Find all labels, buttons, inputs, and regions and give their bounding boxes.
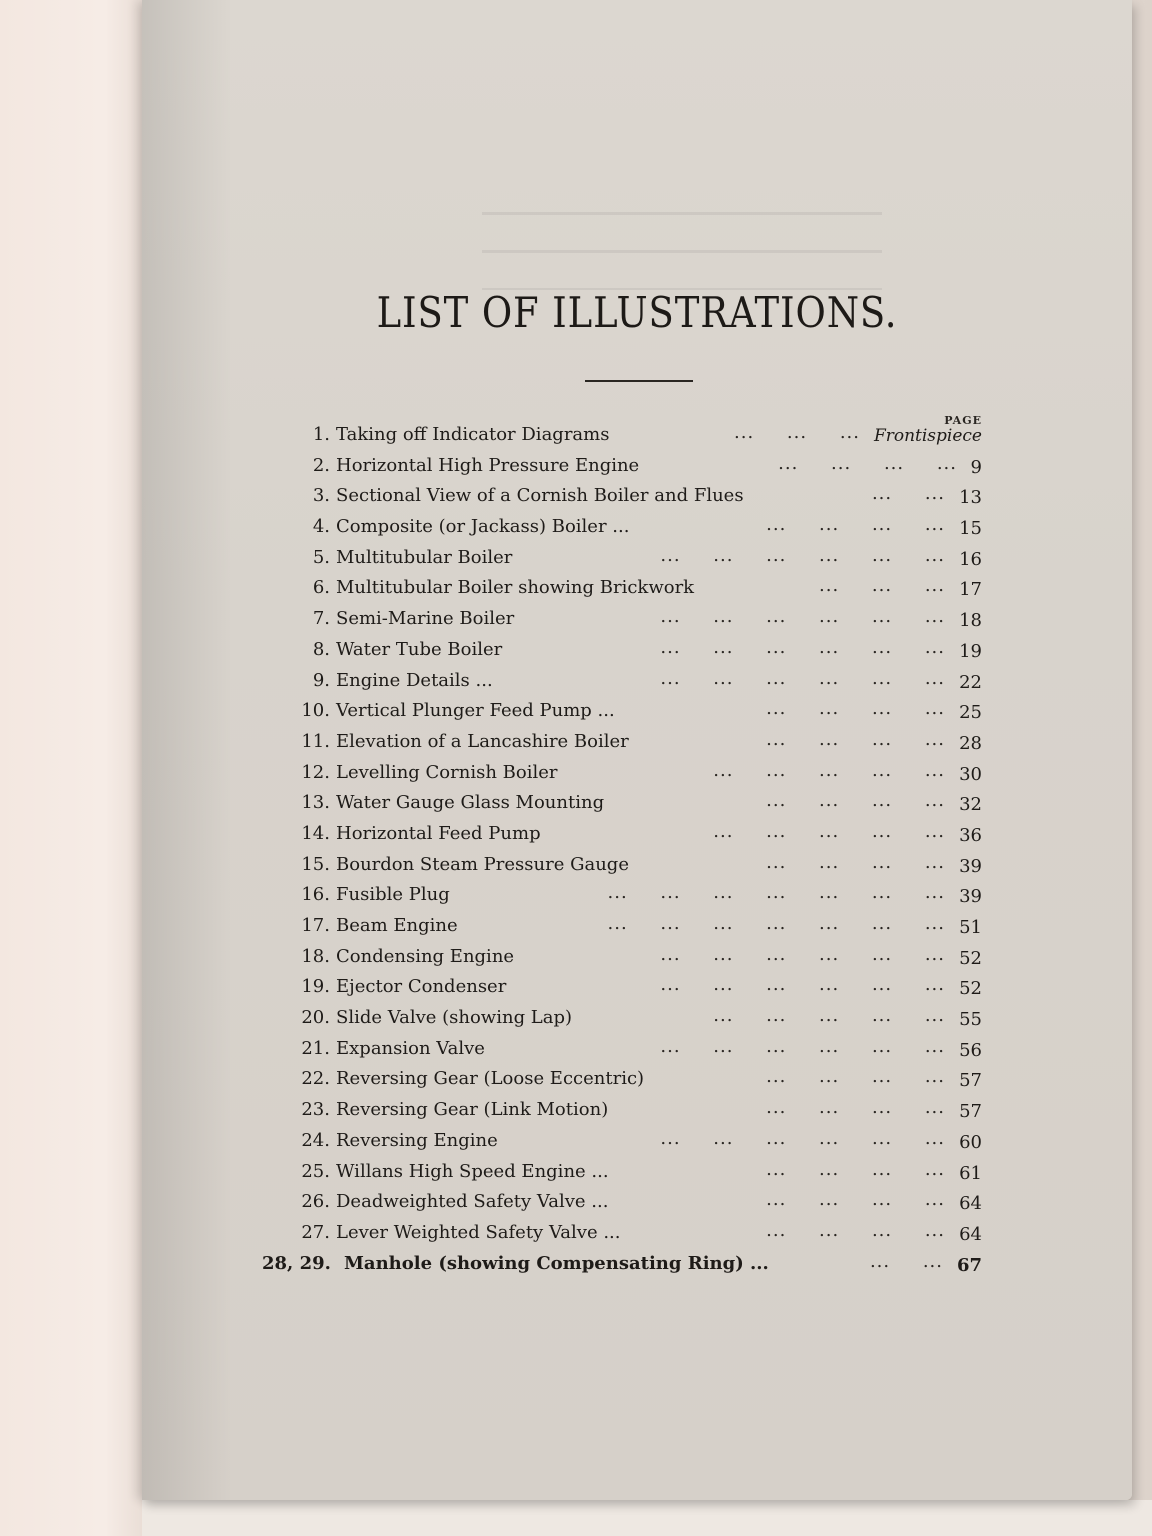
leader-dots: ... ... ... xyxy=(734,422,860,443)
item-title: Multitubular Boiler showing Brickwork xyxy=(336,577,695,599)
list-item xyxy=(282,451,982,482)
item-title: Water Gauge Glass Mounting xyxy=(336,792,605,814)
item-page: 61 xyxy=(959,1162,982,1184)
list-item xyxy=(282,420,982,451)
item-page: 55 xyxy=(959,1009,982,1031)
item-title: Expansion Valve xyxy=(336,1037,485,1059)
item-number: 28, 29. xyxy=(262,1252,331,1274)
list-item xyxy=(282,819,982,850)
item-page: 56 xyxy=(959,1039,982,1061)
list-item xyxy=(282,758,982,789)
item-page: 22 xyxy=(959,671,982,693)
illustrations-list xyxy=(262,420,982,1279)
item-number: 15. xyxy=(301,853,330,875)
item-title: Water Tube Boiler xyxy=(336,638,503,660)
list-item xyxy=(282,727,982,758)
leader-dots: ... ... ... ... xyxy=(766,1066,945,1088)
list-item xyxy=(282,543,982,574)
item-number: 6. xyxy=(312,577,330,599)
leader-dots: ... ... ... ... ... ... xyxy=(660,667,945,689)
item-title: Reversing Gear (Link Motion) xyxy=(336,1099,609,1121)
list-item xyxy=(282,1187,982,1218)
list-item xyxy=(282,696,982,727)
page-title: LIST OF ILLUSTRATIONS. xyxy=(376,288,898,337)
list-item xyxy=(282,1034,982,1065)
item-number: 16. xyxy=(301,884,330,906)
item-title: Levelling Cornish Boiler xyxy=(336,761,558,783)
list-item xyxy=(282,1064,982,1095)
list-item xyxy=(282,573,982,604)
list-item xyxy=(282,1003,982,1034)
list-item xyxy=(282,1157,982,1188)
leader-dots: ... ... ... ... ... ... xyxy=(660,974,945,996)
item-page: 30 xyxy=(959,763,982,785)
leader-dots: ... ... ... ... xyxy=(766,790,945,812)
item-number: 3. xyxy=(312,485,330,507)
item-page: 39 xyxy=(959,886,982,908)
leader-dots: ... ... ... ... ... ... xyxy=(660,943,945,965)
list-item xyxy=(282,512,982,543)
item-page: 64 xyxy=(959,1193,982,1215)
item-title: Reversing Gear (Loose Eccentric) xyxy=(336,1068,645,1090)
list-item xyxy=(282,911,982,942)
leader-dots: ... ... ... ... xyxy=(766,698,945,720)
item-number: 9. xyxy=(312,669,330,691)
document-page xyxy=(142,0,1132,1500)
item-title: Manhole (showing Compensating Ring) ... xyxy=(344,1252,769,1274)
item-number: 18. xyxy=(301,945,330,967)
item-number: 26. xyxy=(301,1191,330,1213)
item-page: 17 xyxy=(959,579,982,601)
leader-dots: ... ... ... ... ... ... ... xyxy=(607,882,945,904)
leader-dots: ... ... xyxy=(871,483,945,505)
item-page: 15 xyxy=(959,518,982,540)
item-title: Deadweighted Safety Valve ... xyxy=(336,1191,609,1213)
item-number: 1. xyxy=(312,424,330,445)
item-title: Slide Valve (showing Lap) xyxy=(336,1007,573,1029)
item-title: Ejector Condenser xyxy=(336,976,507,998)
list-item xyxy=(282,635,982,666)
item-number: 27. xyxy=(301,1221,330,1243)
item-number: 8. xyxy=(312,638,330,660)
item-page: 60 xyxy=(959,1131,982,1153)
item-title: Beam Engine xyxy=(336,915,458,936)
item-title: Engine Details ... xyxy=(336,669,493,691)
item-number: 17. xyxy=(301,915,330,936)
leader-dots: ... ... ... ... ... ... ... xyxy=(607,913,945,934)
item-number: 2. xyxy=(312,454,330,476)
item-title: Vertical Plunger Feed Pump ... xyxy=(336,700,615,722)
item-page: 52 xyxy=(959,978,982,1000)
item-page: 64 xyxy=(959,1223,982,1245)
leader-dots: ... ... ... ... ... ... xyxy=(660,636,945,658)
leader-dots: ... ... ... ... xyxy=(766,514,945,536)
item-page: 28 xyxy=(959,732,982,754)
item-title: Condensing Engine xyxy=(336,945,515,967)
page-edge xyxy=(142,1500,1152,1536)
list-item xyxy=(282,481,982,512)
item-title: Willans High Speed Engine ... xyxy=(336,1160,609,1182)
item-title: Composite (or Jackass) Boiler ... xyxy=(336,516,630,538)
leader-dots: ... ... ... ... xyxy=(766,1158,945,1180)
leader-dots: ... ... ... xyxy=(819,575,945,597)
item-page: 19 xyxy=(959,640,982,662)
leader-dots: ... ... ... ... xyxy=(778,452,957,474)
item-number: 5. xyxy=(312,546,330,568)
item-number: 25. xyxy=(301,1160,330,1182)
item-number: 20. xyxy=(301,1007,330,1029)
item-page: 57 xyxy=(959,1070,982,1092)
leader-dots: ... ... ... ... xyxy=(766,728,945,750)
leader-dots: ... ... ... ... xyxy=(766,1097,945,1119)
item-page: 52 xyxy=(959,947,982,969)
page-column-label: PAGE xyxy=(944,414,982,427)
item-number: 23. xyxy=(301,1099,330,1121)
item-page: 67 xyxy=(956,1254,982,1276)
leader-dots: ... ... ... ... ... xyxy=(713,759,945,781)
leader-dots: ... ... ... ... xyxy=(766,1189,945,1211)
item-page: 25 xyxy=(959,702,982,724)
list-item xyxy=(282,1218,982,1249)
leader-dots: ... ... ... ... ... ... xyxy=(660,544,945,566)
list-item xyxy=(282,972,982,1003)
leader-dots: ... ... ... ... xyxy=(766,1219,945,1241)
item-title: Sectional View of a Cornish Boiler and Flues xyxy=(336,485,744,507)
item-number: 14. xyxy=(301,822,330,844)
item-page: 13 xyxy=(959,487,982,509)
list-item xyxy=(282,1095,982,1126)
list-item xyxy=(282,880,982,911)
item-page: 32 xyxy=(959,794,982,816)
item-number: 12. xyxy=(301,761,330,783)
item-page: 39 xyxy=(959,855,982,877)
item-page: 18 xyxy=(959,610,982,632)
item-number: 21. xyxy=(301,1037,330,1059)
list-item xyxy=(282,604,982,635)
leader-dots: ... ... ... ... ... xyxy=(713,820,945,842)
left-page xyxy=(0,0,151,1536)
item-number: 22. xyxy=(301,1068,330,1090)
item-number: 11. xyxy=(301,730,330,752)
item-title: Horizontal High Pressure Engine xyxy=(336,454,640,476)
show-through-text xyxy=(482,190,882,290)
list-item xyxy=(282,942,982,973)
item-number: 10. xyxy=(301,700,330,722)
item-number: 19. xyxy=(301,976,330,998)
leader-dots: ... ... ... ... ... ... xyxy=(660,1035,945,1057)
item-page: 51 xyxy=(959,917,982,938)
item-title: Horizontal Feed Pump xyxy=(336,822,541,844)
item-title: Multitubular Boiler xyxy=(336,546,513,568)
item-page: Frontispiece xyxy=(873,426,982,446)
item-page: 57 xyxy=(959,1101,982,1123)
item-title: Elevation of a Lancashire Boiler xyxy=(336,730,629,752)
item-page: 9 xyxy=(970,456,982,478)
item-title: Fusible Plug xyxy=(336,884,450,906)
leader-dots: ... ... ... ... ... ... xyxy=(660,1127,945,1149)
item-number: 7. xyxy=(312,608,330,630)
list-item xyxy=(282,788,982,819)
item-title: Reversing Engine xyxy=(336,1129,498,1151)
item-title: Semi-Marine Boiler xyxy=(336,608,515,630)
item-title: Taking off Indicator Diagrams xyxy=(336,424,610,445)
list-item xyxy=(282,850,982,881)
leader-dots: ... ... ... ... ... ... xyxy=(660,606,945,628)
title-rule xyxy=(585,380,693,382)
list-item xyxy=(282,666,982,697)
leader-dots: ... ... ... ... xyxy=(766,851,945,873)
item-number: 13. xyxy=(301,792,330,814)
item-title: Bourdon Steam Pressure Gauge xyxy=(336,853,629,875)
item-number: 24. xyxy=(301,1129,330,1151)
leader-dots: ... ... ... ... ... xyxy=(713,1005,945,1027)
item-page: 36 xyxy=(959,824,982,846)
list-item xyxy=(282,1126,982,1157)
list-item xyxy=(262,1249,982,1280)
item-number: 4. xyxy=(312,516,330,538)
item-page: 16 xyxy=(959,548,982,570)
leader-dots: ... ... xyxy=(869,1250,943,1272)
item-title: Lever Weighted Safety Valve ... xyxy=(336,1221,621,1243)
